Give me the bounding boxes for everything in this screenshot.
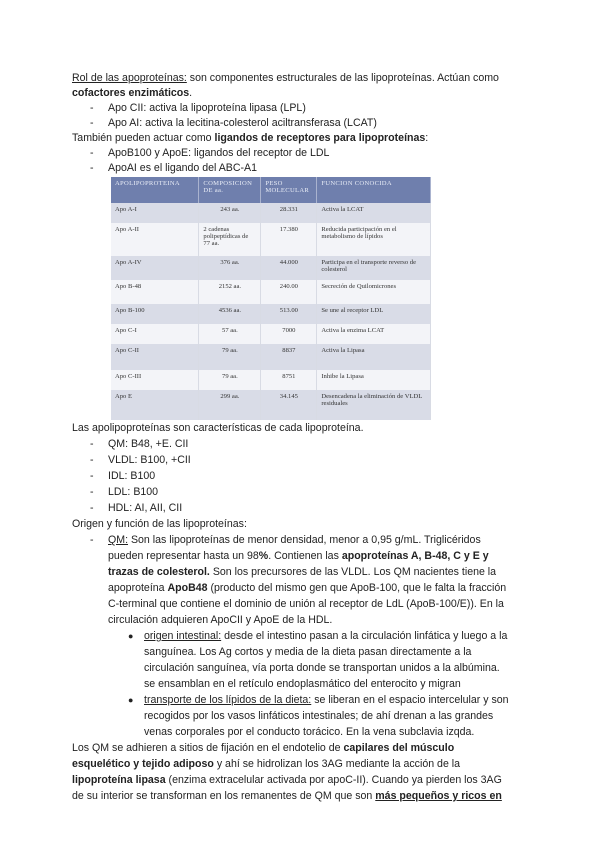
table-cell: Apo A-IV <box>111 256 199 280</box>
dash-bullet: - <box>90 470 94 482</box>
table-cell: 57 aa. <box>199 324 261 344</box>
table-cell: 17.380 <box>261 223 317 256</box>
table-cell: 513.00 <box>261 304 317 324</box>
lipoprotein-item: IDL: B100 <box>108 470 156 482</box>
table-cell: 243 aa. <box>199 203 261 223</box>
lipoprotein-item: QM: B48, +E. CII <box>108 438 189 450</box>
dash-bullet: - <box>90 102 94 114</box>
lipoprotein-item: HDL: AI, AII, CII <box>108 502 183 514</box>
bullet-dot: ● <box>128 695 134 705</box>
table-cell: 44.000 <box>261 256 317 280</box>
dash-bullet: - <box>90 454 94 466</box>
ligand-item: ApoAI es el ligando del ABC-A1 <box>108 162 257 174</box>
table-header-cell: FUNCION CONOCIDA <box>317 177 431 203</box>
lipoprotein-item: VLDL: B100, +CII <box>108 454 191 466</box>
dash-bullet: - <box>90 438 94 450</box>
table-cell: Apo C-I <box>111 324 199 344</box>
table-row <box>111 223 431 256</box>
sub1-line-4: se ensamblan en el retículo endoplasmático del enterocito y migran <box>144 678 461 690</box>
table-cell: Activa la Lipasa <box>317 344 431 370</box>
table-cell: Secreción de Quilomicrones <box>317 280 431 304</box>
table-cell: 8751 <box>261 370 317 390</box>
final-line-1: Los QM se adhieren a sitios de fijación en el endotelio de capilares del músculo <box>72 742 455 754</box>
final-line-3: lipoproteína lipasa (enzima extracelular activada por apoC-II). Cuando ya pierden los 3AG <box>72 774 502 786</box>
table-cell: Desencadena la eliminación de VLDL residuales <box>317 390 431 420</box>
table-cell: Apo A-I <box>111 203 199 223</box>
table-cell: Reducida participación en el metabolismo de lípidos <box>317 223 431 256</box>
table-cell: 34.145 <box>261 390 317 420</box>
table-row <box>111 324 431 344</box>
sub1-line-2: sanguínea. Los Ag cortos y media de la dieta pasan directamente a la <box>144 646 472 658</box>
table-cell: 240.00 <box>261 280 317 304</box>
table-cell: Apo E <box>111 390 199 420</box>
characteristic-intro: Las apolipoproteínas son características de cada lipoproteína. <box>72 422 364 434</box>
intro-line-1: Rol de las apoproteínas: son componentes estructurales de las lipoproteínas. Actúan como <box>72 72 499 84</box>
final-line-2: esquelético y tejido adiposo y ahí se hidrolizan los 3AG mediante la acción de la <box>72 758 461 770</box>
table-cell: Participa en el transporte reverso de colesterol <box>317 256 431 280</box>
dash-bullet: - <box>90 147 94 159</box>
table-cell: 2152 aa. <box>199 280 261 304</box>
sub2-line-1: transporte de los lípidos de la dieta: se liberan en el espacio intercelular y son <box>144 694 509 706</box>
sub1-line-3: circulación sanguínea, vía porta donde se transportan unidos a la albúmina. <box>144 662 500 674</box>
sub2-line-3: venas corporales por el conducto torácico. En la vena subclavia izqda. <box>144 726 475 738</box>
ligand-item: ApoB100 y ApoE: ligandos del receptor de LDL <box>108 147 330 159</box>
table-row <box>111 370 431 390</box>
sub1-line-1: origen intestinal: desde el intestino pasan a la circulación linfática y luego a la <box>144 630 508 642</box>
table-cell: 299 aa. <box>199 390 261 420</box>
table-row <box>111 304 431 324</box>
table-header-row <box>111 177 431 203</box>
table-cell: 376 aa. <box>199 256 261 280</box>
qm-line-4: apoproteína ApoB48 (producto del mismo gen que ApoB-100, que le falta la fracción <box>108 582 507 594</box>
cofactor-item: Apo CII: activa la lipoproteína lipasa (LPL) <box>108 102 306 114</box>
qm-line-1: QM: Son las lipoproteínas de menor densidad, menor a 0,95 g/mL. Triglicéridos <box>108 534 481 546</box>
intro-line-2: cofactores enzimáticos. <box>72 87 193 99</box>
table-header-cell: COMPOSICION DE aa. <box>199 177 261 203</box>
table-cell: 28.331 <box>261 203 317 223</box>
table-cell: Apo C-III <box>111 370 199 390</box>
table-row <box>111 390 431 420</box>
sub2-line-2: recogidos por los vasos linfáticos intestinales; de ahí drenan a las grandes <box>144 710 494 722</box>
qm-line-2: pueden representar hasta un 98%. Contienen las apoproteínas A, B-48, C y E y <box>108 550 489 562</box>
table-cell: 2 cadenas polipeptídicas de 77 aa. <box>199 223 261 256</box>
origin-title: Origen y función de las lipoproteínas: <box>72 518 247 530</box>
apolipoprotein-table <box>111 177 431 420</box>
table-cell: 79 aa. <box>199 344 261 370</box>
table-row <box>111 344 431 370</box>
table-cell: Apo A-II <box>111 223 199 256</box>
dash-bullet: - <box>90 502 94 514</box>
table-cell: Apo C-II <box>111 344 199 370</box>
bullet-dot: ● <box>128 631 134 641</box>
table-cell: Inhibe la Lipasa <box>317 370 431 390</box>
ligands-line: También pueden actuar como ligandos de receptores para lipoproteínas: <box>72 132 429 144</box>
table-cell: Activa la enzima LCAT <box>317 324 431 344</box>
table-cell: 8837 <box>261 344 317 370</box>
qm-line-6: circulación adquieren ApoCII y ApoE de la HDL. <box>108 614 333 626</box>
table-row <box>111 256 431 280</box>
dash-bullet: - <box>90 117 94 129</box>
qm-line-5: C-terminal que contiene el dominio de unión al receptor de LdL (ApoB-100/E)). En la <box>108 598 504 610</box>
table-cell: 79 aa. <box>199 370 261 390</box>
table-cell: 4536 aa. <box>199 304 261 324</box>
table-cell: Activa la LCAT <box>317 203 431 223</box>
table-row <box>111 280 431 304</box>
cofactor-item: Apo AI: activa la lecitina-colesterol aciltransferasa (LCAT) <box>108 117 377 129</box>
table-header-cell: PESO MOLECULAR <box>261 177 317 203</box>
dash-bullet: - <box>90 534 94 546</box>
final-line-4: de su interior se transforman en los remanentes de QM que son más pequeños y ricos en <box>72 790 502 802</box>
table-cell: Se une al receptor LDL <box>317 304 431 324</box>
dash-bullet: - <box>90 486 94 498</box>
qm-line-3: trazas de colesterol. Son los precursores de las VLDL. Los QM nacientes tiene la <box>108 566 497 578</box>
table-cell: Apo B-48 <box>111 280 199 304</box>
lipoprotein-item: LDL: B100 <box>108 486 159 498</box>
table-cell: 7000 <box>261 324 317 344</box>
dash-bullet: - <box>90 162 94 174</box>
table-cell: Apo B-100 <box>111 304 199 324</box>
table-header-cell: APOLIPOPROTEINA <box>111 177 199 203</box>
table-row <box>111 203 431 223</box>
